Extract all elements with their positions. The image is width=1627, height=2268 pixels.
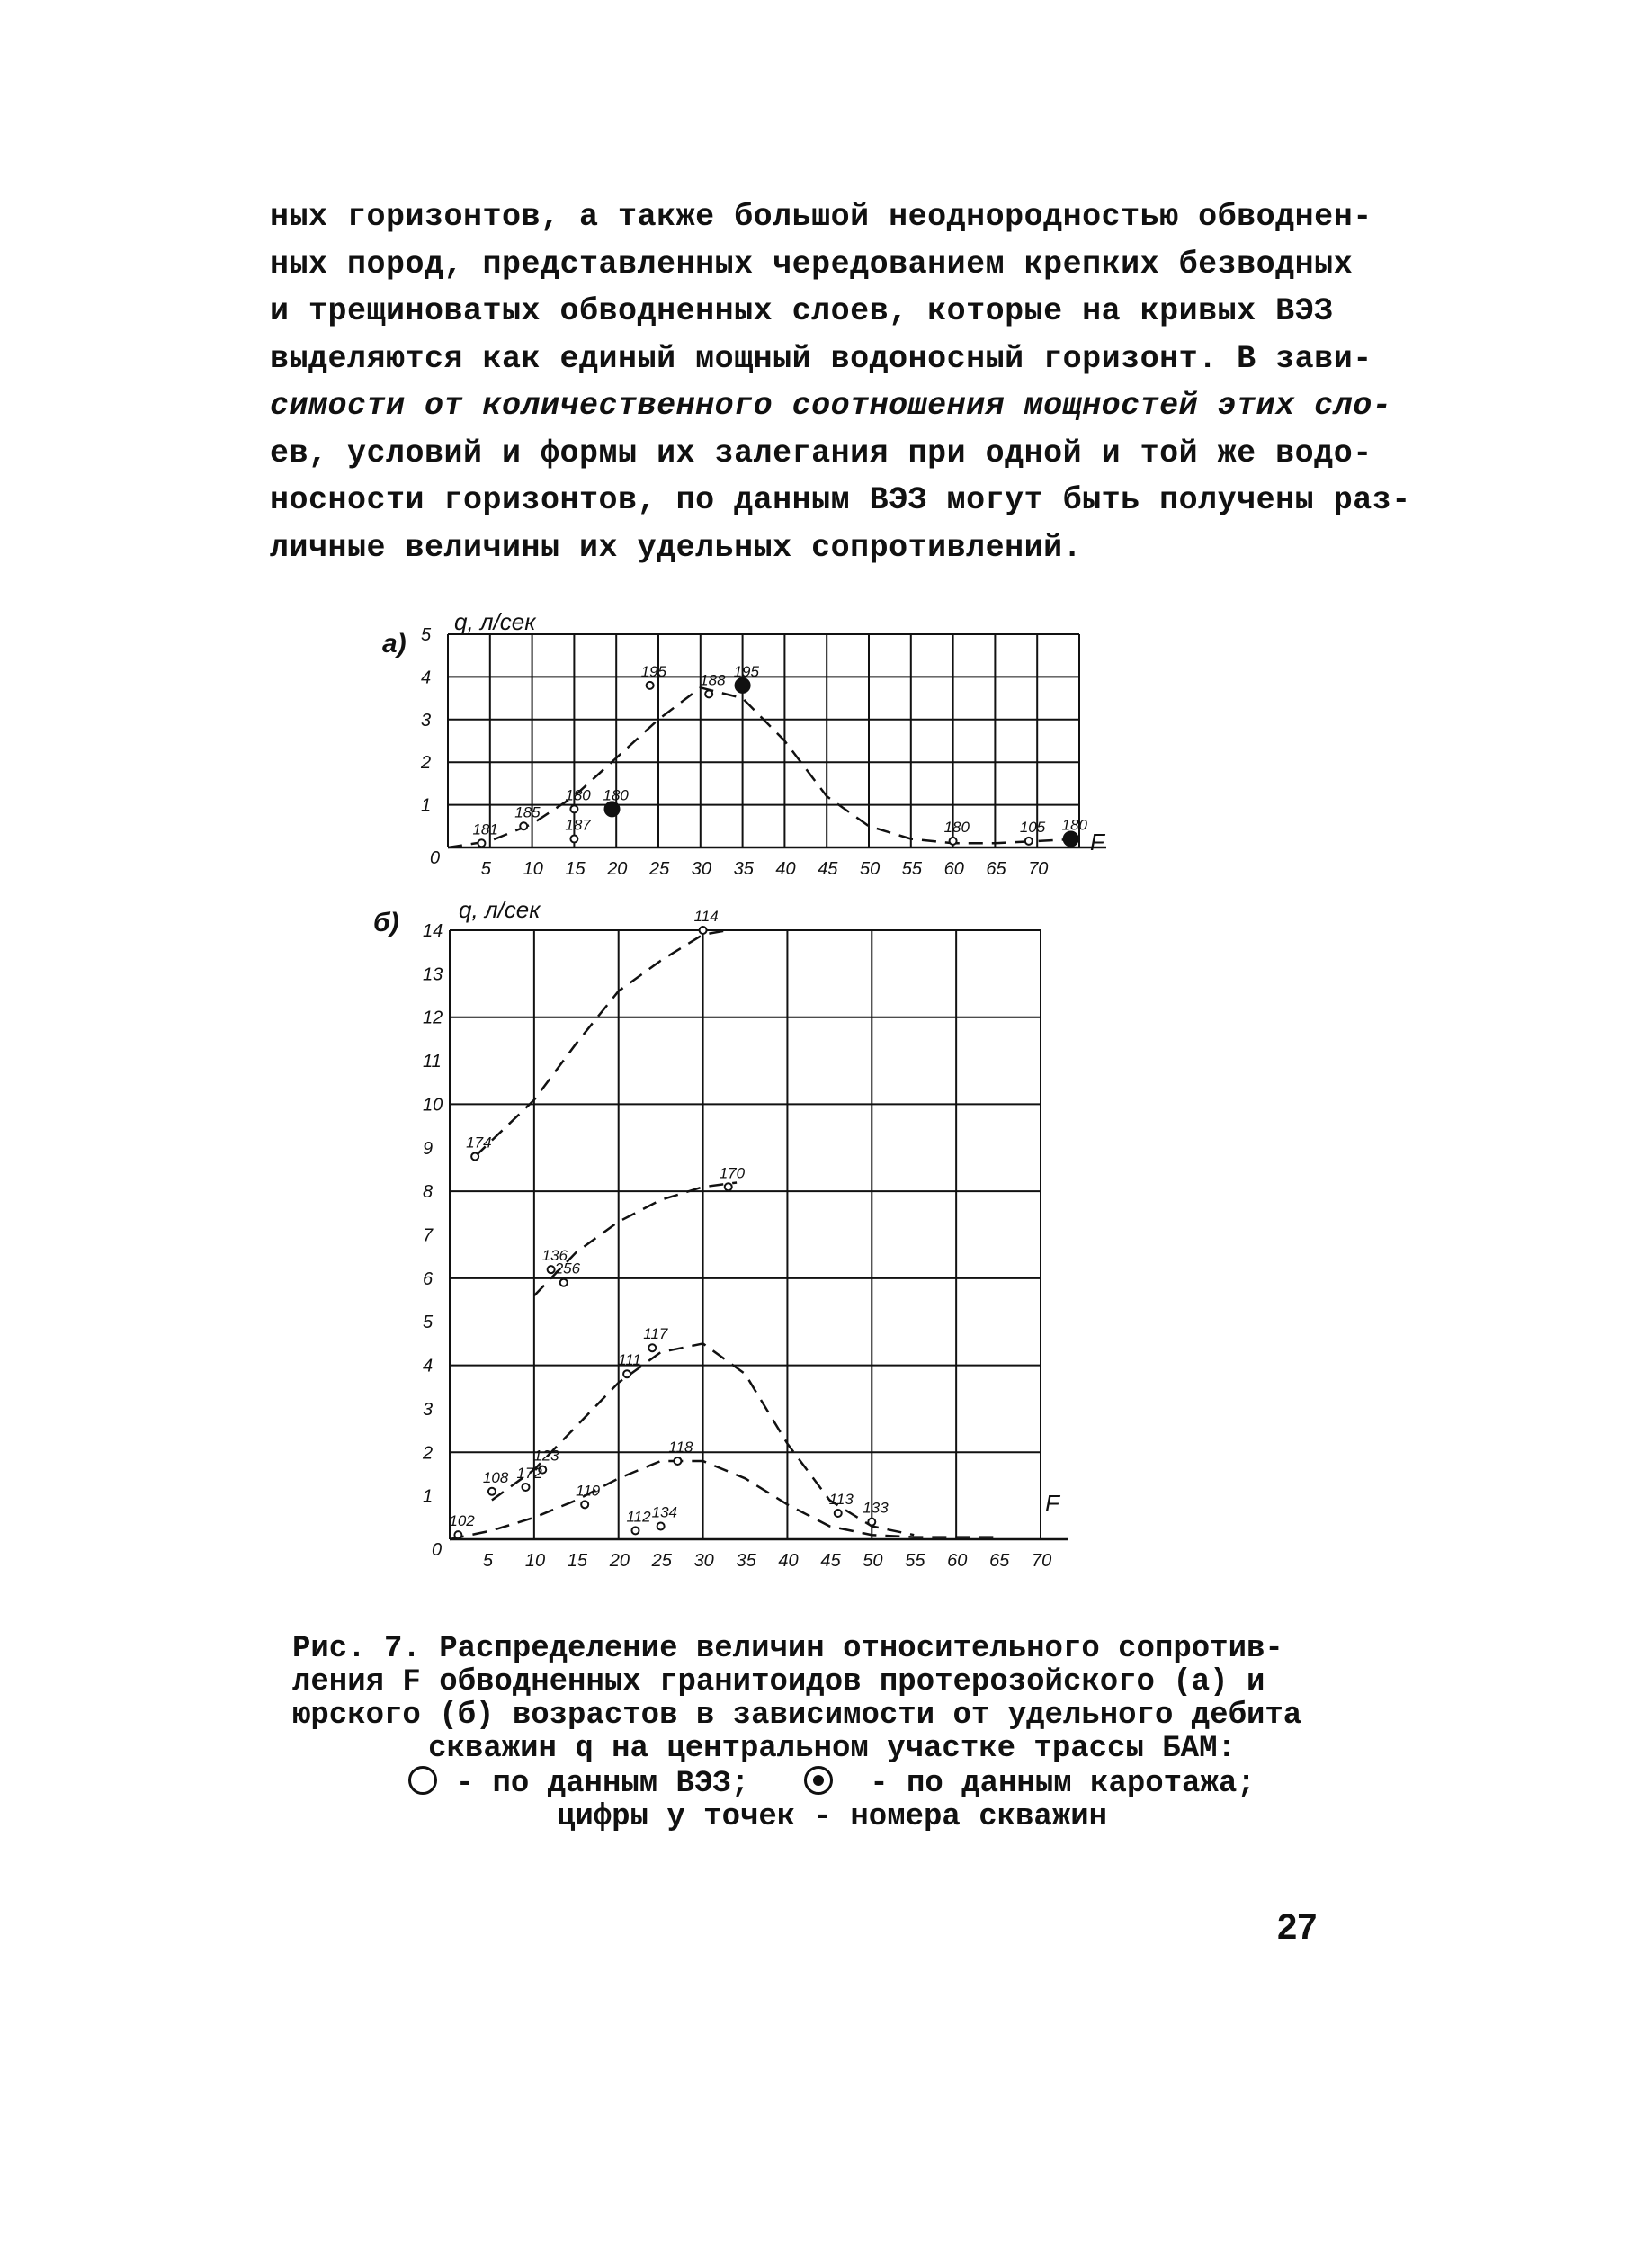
- data-point-ves: [570, 836, 577, 843]
- panel-label: б): [373, 908, 399, 937]
- point-label: 172: [516, 1464, 542, 1482]
- y-tick-labels: [420, 625, 432, 816]
- point-label: 117: [643, 1325, 668, 1343]
- points-group: [449, 908, 889, 1538]
- y-tick-label: 4: [423, 1356, 434, 1376]
- paragraph-line: ев, условий и формы их залегания при одной и той же водо-: [270, 435, 1372, 471]
- x-tick-label: 30: [691, 859, 712, 879]
- data-point-ves: [950, 838, 957, 845]
- x-tick-label: 70: [1028, 859, 1049, 879]
- data-point-ves: [488, 1488, 496, 1495]
- x-tick-label: 70: [1032, 1551, 1052, 1571]
- y-tick-label: 7: [423, 1225, 434, 1246]
- point-label: 180: [565, 786, 591, 804]
- y-tick-label: 5: [423, 1313, 434, 1333]
- point-label: 118: [668, 1438, 693, 1456]
- x-tick-label: 55: [901, 859, 923, 879]
- x-tick-label: 45: [818, 859, 838, 879]
- x-tick-label: 10: [523, 859, 543, 879]
- chart-a: [360, 612, 1124, 882]
- caption-note: цифры у точек - номера скважин: [556, 1800, 1108, 1834]
- y-axis-label: q, л/сек: [454, 612, 536, 635]
- x-tick-label: 40: [778, 1551, 799, 1571]
- caption-line: Рис. 7. Распределение величин относительного сопротив-: [292, 1632, 1283, 1666]
- data-point-ves: [623, 1370, 630, 1377]
- y-tick-label: 9: [423, 1138, 434, 1159]
- x-tick-label: 0: [432, 1540, 443, 1560]
- caption-legend: [292, 1766, 1372, 1801]
- point-label: 119: [576, 1482, 601, 1500]
- x-axis-label: F: [1090, 829, 1104, 856]
- x-tick-labels: [430, 848, 1048, 879]
- point-label: 181: [472, 820, 498, 838]
- paragraph-line: выделяются как единый мощный водоносный горизонт. В зави-: [270, 340, 1372, 377]
- data-point-ves: [868, 1519, 875, 1526]
- data-point-ves: [657, 1522, 665, 1529]
- x-tick-label: 0: [430, 848, 441, 868]
- y-tick-label: 8: [423, 1182, 434, 1203]
- y-tick-label: 13: [423, 964, 443, 985]
- data-point-ves: [581, 1501, 588, 1508]
- x-tick-label: 15: [567, 1551, 588, 1571]
- point-label: 105: [1019, 818, 1046, 836]
- y-tick-label: 12: [423, 1008, 443, 1028]
- bullseye-circle-icon: [804, 1766, 833, 1795]
- x-tick-label: 35: [733, 859, 754, 879]
- point-label: 180: [1061, 816, 1088, 834]
- x-axis-label: F: [1045, 1490, 1059, 1517]
- y-tick-label: 2: [423, 1443, 434, 1464]
- point-label: 185: [514, 803, 541, 821]
- point-label: 187: [565, 816, 591, 834]
- y-tick-label: 3: [423, 1399, 434, 1420]
- data-point-ves: [478, 839, 485, 847]
- x-tick-label: 45: [820, 1551, 841, 1571]
- point-label: 123: [533, 1447, 559, 1465]
- data-point-ves: [548, 1266, 555, 1273]
- data-point-ves: [648, 1344, 656, 1351]
- x-tick-label: 65: [989, 1551, 1010, 1571]
- data-point-ves: [560, 1279, 568, 1286]
- x-tick-label: 35: [736, 1551, 756, 1571]
- open-circle-icon: [408, 1766, 437, 1795]
- data-point-ves: [1025, 838, 1033, 845]
- caption-line: скважин q на центральном участке трассы БАМ:: [428, 1732, 1236, 1766]
- x-tick-label: 20: [609, 1551, 630, 1571]
- x-tick-label: 65: [986, 859, 1006, 879]
- x-tick-label: 60: [943, 859, 964, 879]
- curve-group: [450, 930, 998, 1539]
- x-tick-label: 5: [482, 1551, 494, 1571]
- y-tick-label: 6: [423, 1268, 434, 1289]
- data-point-logging: [1064, 832, 1078, 847]
- point-label: 111: [618, 1351, 641, 1369]
- data-point-ves: [647, 682, 654, 689]
- y-axis-label: q, л/сек: [459, 896, 541, 923]
- y-tick-label: 1: [423, 1486, 434, 1507]
- x-tick-label: 50: [863, 1551, 883, 1571]
- paragraph-line: симости от количественного соотношения мощностей этих сло-: [270, 388, 1392, 424]
- y-tick-label: 5: [421, 625, 432, 645]
- paragraph-line: носности горизонтов, по данным ВЭЗ могут быть получены раз-: [270, 482, 1411, 518]
- x-tick-label: 15: [565, 859, 586, 879]
- panel-label: а): [382, 629, 407, 659]
- point-label: 195: [640, 662, 667, 680]
- point-label: 256: [554, 1260, 581, 1277]
- legend-log: - по данным каротажа;: [870, 1767, 1256, 1801]
- x-tick-label: 10: [524, 1551, 546, 1571]
- data-point-ves: [674, 1457, 681, 1465]
- y-tick-label: 2: [421, 753, 432, 774]
- data-point-ves: [454, 1531, 461, 1538]
- paragraph-line: ных горизонтов, а также большой неоднородностью обводнен-: [270, 199, 1372, 235]
- x-tick-label: 5: [480, 859, 491, 879]
- point-label: 102: [449, 1512, 475, 1530]
- body-paragraph: [270, 193, 1411, 571]
- data-point-ves: [700, 927, 707, 934]
- point-label: 108: [482, 1468, 509, 1486]
- data-point-logging: [605, 802, 620, 816]
- x-tick-label: 40: [775, 859, 796, 879]
- x-tick-label: 20: [607, 859, 628, 879]
- y-tick-label: 11: [423, 1052, 442, 1072]
- data-point-ves: [725, 1183, 732, 1190]
- point-label: 114: [693, 908, 719, 925]
- y-tick-label: 4: [421, 668, 432, 688]
- chart-b: [360, 891, 1079, 1574]
- point-label: 180: [943, 818, 970, 836]
- data-point-ves: [570, 805, 577, 812]
- y-tick-labels: [422, 921, 443, 1507]
- paragraph-line: личные величины их удельных сопротивлений.: [270, 529, 1083, 566]
- data-point-ves: [522, 1484, 529, 1491]
- legend-ves: - по данным ВЭЗ;: [455, 1767, 750, 1801]
- point-label: 174: [466, 1134, 492, 1152]
- data-point-ves: [835, 1510, 842, 1517]
- y-tick-label: 14: [423, 921, 443, 941]
- point-label: 134: [651, 1503, 678, 1521]
- paragraph-line: ных пород, представленных чередованием крепких безводных: [270, 246, 1354, 282]
- caption-line: ления F обводненных гранитоидов протерозойского (а) и: [292, 1665, 1265, 1699]
- series-curve: [448, 687, 1079, 847]
- data-point-ves: [631, 1527, 639, 1534]
- caption-line: юрского (б) возрастов в зависимости от удельного дебита: [292, 1699, 1302, 1733]
- figure-caption: [292, 1633, 1372, 1834]
- series-curve: [475, 930, 729, 1157]
- y-tick-label: 1: [421, 795, 432, 816]
- paragraph-line: и трещиноватых обводненных слоев, которые на кривых ВЭЗ: [270, 293, 1334, 329]
- x-tick-label: 25: [649, 859, 670, 879]
- point-label: 133: [863, 1499, 889, 1517]
- x-tick-label: 50: [860, 859, 881, 879]
- x-tick-label: 30: [693, 1551, 714, 1571]
- y-tick-label: 3: [421, 710, 432, 731]
- x-tick-label: 55: [905, 1551, 925, 1571]
- data-point-ves: [520, 822, 527, 829]
- x-tick-labels: [432, 1540, 1051, 1571]
- data-point-logging: [736, 678, 750, 693]
- point-label: 136: [541, 1247, 568, 1265]
- point-label: 195: [733, 662, 759, 680]
- x-tick-label: 60: [947, 1551, 968, 1571]
- point-label: 112: [626, 1508, 651, 1526]
- page-number: 27: [1277, 1907, 1318, 1947]
- point-label: 180: [603, 786, 629, 804]
- point-label: 188: [700, 671, 726, 689]
- data-point-ves: [705, 690, 712, 697]
- point-label: 113: [828, 1490, 854, 1508]
- x-tick-label: 25: [651, 1551, 672, 1571]
- point-label: 170: [719, 1164, 746, 1182]
- data-point-ves: [471, 1152, 478, 1160]
- y-tick-label: 10: [423, 1095, 443, 1116]
- curve-group: [448, 687, 1079, 847]
